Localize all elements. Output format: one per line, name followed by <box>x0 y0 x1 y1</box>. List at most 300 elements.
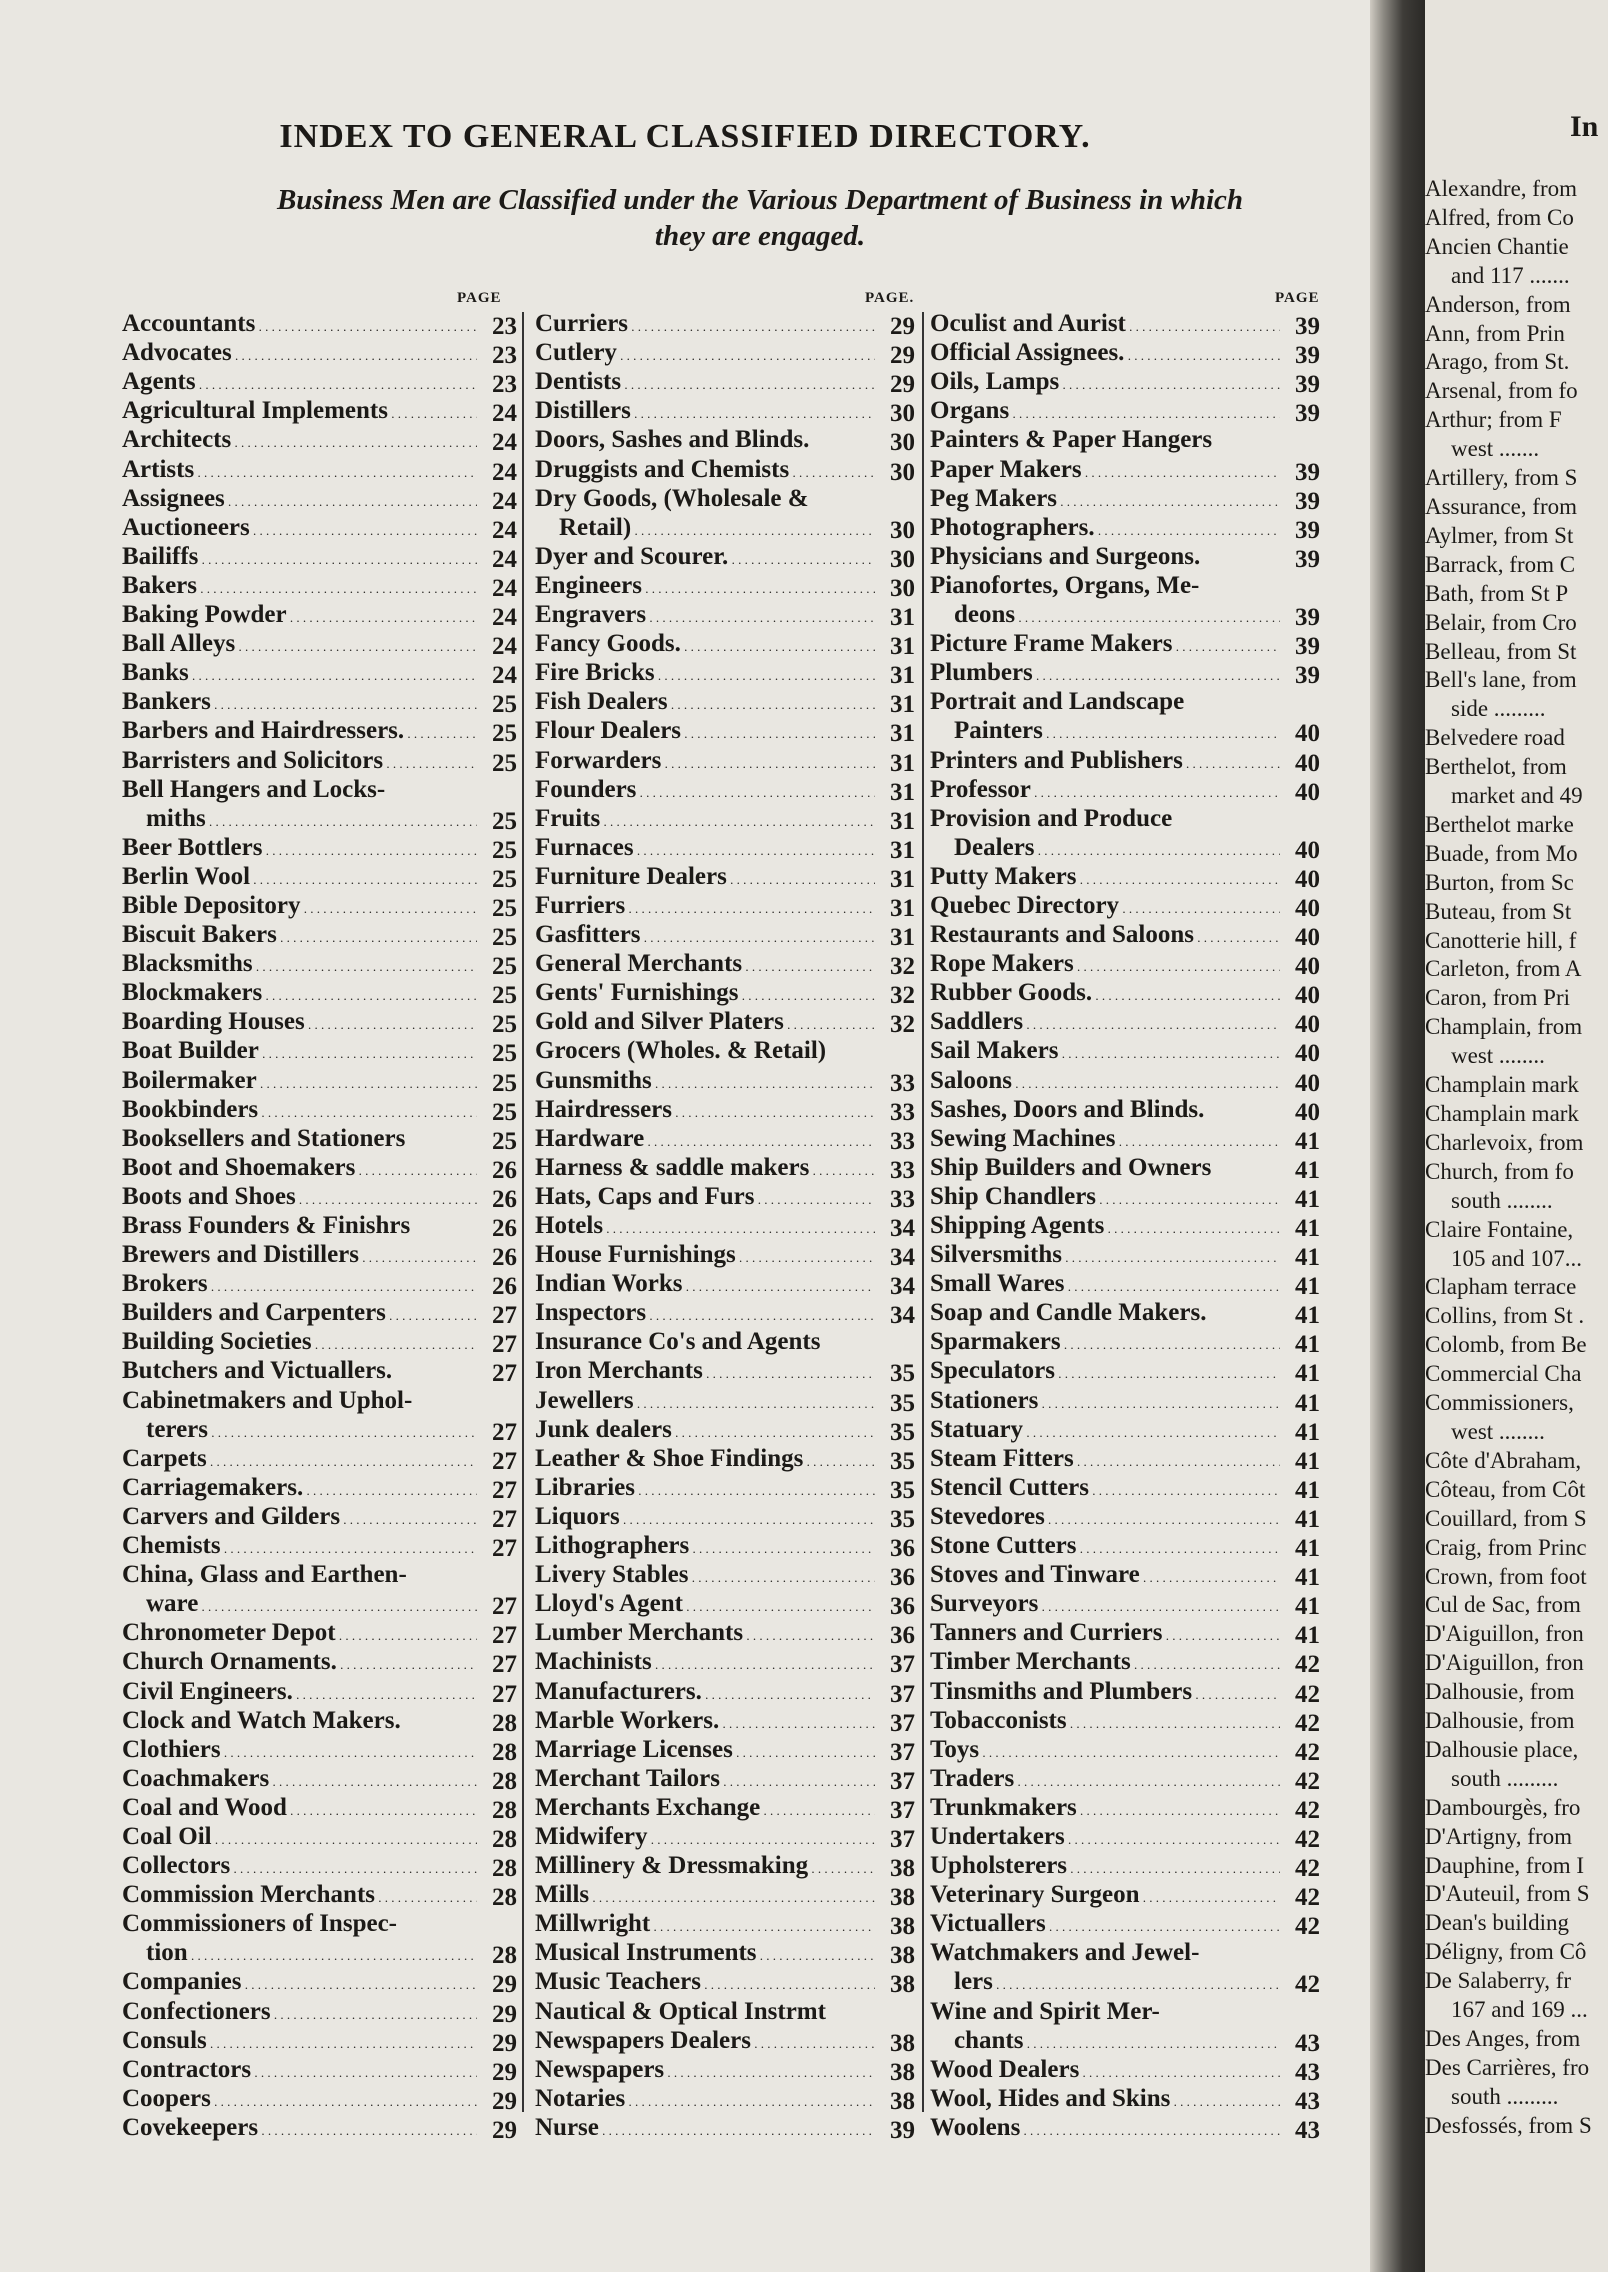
index-entry-name: Forwarders . . . <box>535 746 875 778</box>
index-entry-page: 42 <box>1295 1796 1320 1824</box>
index-entry-page: 27 <box>492 1360 517 1388</box>
street-entry: Commercial Cha <box>1425 1361 1582 1387</box>
index-entry <box>535 1999 915 2028</box>
index-entry-name: Marble Workers. . . . <box>535 1706 875 1738</box>
index-entry-page: 29 <box>492 1971 517 1999</box>
street-entry: Couillard, from S <box>1425 1505 1587 1531</box>
index-entry-page: 27 <box>492 1476 517 1504</box>
index-entry <box>930 1095 1320 1127</box>
street-entry: D'Aiguillon, fron <box>1425 1621 1584 1647</box>
index-entry-name: Auctioneers . . . <box>122 513 477 545</box>
index-entry-name: Toys . . . <box>930 1735 1280 1767</box>
street-entry: side ......... <box>1451 696 1546 722</box>
page-subtitle <box>160 182 1360 254</box>
index-entry-page: 24 <box>492 400 517 428</box>
index-entry <box>930 862 1320 894</box>
index-entry-page: 29 <box>890 371 915 399</box>
index-entry-name: Ship Chandlers . . . <box>930 1182 1280 1214</box>
index-entry <box>122 690 517 719</box>
index-entry-page: 31 <box>890 691 915 719</box>
index-entry-page: 31 <box>890 633 915 661</box>
index-entry-page: 41 <box>1295 1447 1320 1475</box>
index-entry <box>122 1970 517 1999</box>
index-entry-page: 27 <box>492 1418 517 1446</box>
index-entry <box>535 632 915 661</box>
index-entry-page: 33 <box>890 1185 915 1213</box>
index-entry <box>122 1941 517 1970</box>
index-entry <box>535 1854 915 1883</box>
street-entry: De Salaberry, fr <box>1425 1968 1572 1994</box>
index-entry-name: Leather & Shoe Findings . . . <box>535 1444 875 1476</box>
index-entry-page: 25 <box>492 982 517 1010</box>
index-entry-name: Clock and Watch Makers. <box>122 1706 401 1734</box>
index-entry-name: Barbers and Hairdressers. . . . <box>122 716 477 748</box>
index-entry-name: Barristers and Solicitors . . . <box>122 746 477 778</box>
index-entry <box>122 1095 517 1127</box>
index-entry-name: Bookbinders . . . <box>122 1095 477 1127</box>
index-entry <box>122 1301 517 1330</box>
index-entry-name: Banks . . . <box>122 658 477 690</box>
index-entry <box>930 661 1320 690</box>
index-entry <box>122 2084 517 2116</box>
index-entry-page: 38 <box>890 1971 915 1999</box>
index-entry-name: Furniture Dealers . . . <box>535 862 875 894</box>
index-entry-page: 23 <box>492 371 517 399</box>
street-entry: Ancien Chantie <box>1425 233 1569 259</box>
index-entry <box>535 981 915 1010</box>
index-entry <box>930 1214 1320 1243</box>
index-entry-name: Builders and Carpenters . . . <box>122 1298 477 1330</box>
index-entry <box>122 1764 517 1796</box>
street-entry: south ......... <box>1451 2083 1559 2109</box>
index-entry-name: Wood Dealers . . . <box>930 2055 1280 2087</box>
index-entry-page: 42 <box>1295 1884 1320 1912</box>
index-entry-name: Paper Makers . . . <box>930 455 1280 487</box>
index-entry-page: 42 <box>1295 1767 1320 1795</box>
index-entry-name: Bible Depository . . . <box>122 891 477 923</box>
index-entry <box>122 457 517 486</box>
index-entry-name: deons . . . <box>930 600 1280 632</box>
index-entry-page: 43 <box>1295 2116 1320 2144</box>
street-entry: Canotterie hill, f <box>1425 927 1577 953</box>
index-entry-page: 24 <box>492 574 517 602</box>
index-entry-name: Blockmakers . . . <box>122 978 477 1010</box>
index-entry <box>930 1764 1320 1796</box>
index-entry <box>122 1534 517 1563</box>
index-entry-page: 40 <box>1295 1098 1320 1126</box>
index-entry-page: 31 <box>890 720 915 748</box>
street-entry: Charlevoix, from <box>1425 1129 1584 1155</box>
index-entry <box>930 484 1320 516</box>
street-entry: Champlain mark <box>1425 1072 1579 1098</box>
index-entry <box>535 1124 915 1156</box>
index-entry <box>122 1153 517 1185</box>
index-entry <box>535 341 915 370</box>
index-entry-page: 36 <box>890 1564 915 1592</box>
index-entry <box>535 1970 915 1999</box>
index-entry-name: Brass Founders & Finishrs <box>122 1212 411 1239</box>
index-entry-name: Surveyors . . . <box>930 1589 1280 1621</box>
street-entry: Arsenal, from fo <box>1425 378 1578 404</box>
street-index-list <box>1425 175 1592 2141</box>
index-entry-page: 31 <box>890 662 915 690</box>
street-entry: Colomb, from Be <box>1425 1332 1587 1358</box>
column-divider <box>522 312 524 2112</box>
index-entry-page: 29 <box>492 2000 517 2028</box>
index-entry-name: Liquors . . . <box>535 1502 875 1534</box>
index-entry-name: Rope Makers . . . <box>930 949 1280 981</box>
index-entry-name: Bakers . . . <box>122 571 477 603</box>
index-entry <box>122 1679 517 1708</box>
index-entry-page: 40 <box>1295 749 1320 777</box>
street-entry: D'Aiguillon, fron <box>1425 1650 1584 1676</box>
street-entry: Barrack, from C <box>1425 551 1576 577</box>
index-entry-page: 40 <box>1295 894 1320 922</box>
index-entry-name: Engravers . . . <box>535 600 875 632</box>
index-entry-page: 27 <box>492 1447 517 1475</box>
index-entry-page: 39 <box>1295 342 1320 370</box>
index-entry-name: Advocates . . . <box>122 338 477 370</box>
index-entry-name: Artists . . . <box>122 455 477 487</box>
index-entry <box>535 457 915 486</box>
index-entry-name: Tobacconists . . . <box>930 1706 1280 1738</box>
index-entry <box>930 370 1320 399</box>
index-entry-name: Coal Oil . . . <box>122 1822 477 1854</box>
street-entry: Dean's building <box>1425 1910 1570 1936</box>
index-entry-name: Companies . . . <box>122 1967 477 1999</box>
index-entry-page: 35 <box>890 1418 915 1446</box>
index-entry-name: Boilermaker . . . <box>122 1066 477 1098</box>
index-entry-page: 28 <box>492 1738 517 1766</box>
index-entry-name: Curriers . . . <box>535 309 875 341</box>
street-entry: Belvedere road <box>1425 725 1565 751</box>
index-entry-page: 39 <box>890 2116 915 2144</box>
index-entry-page: 27 <box>492 1651 517 1679</box>
index-entry <box>122 1706 517 1738</box>
street-entry: Buade, from Mo <box>1425 840 1578 866</box>
index-entry <box>122 603 517 632</box>
index-entry-name: Saddlers . . . <box>930 1007 1280 1039</box>
street-entry: Belair, from Cro <box>1425 609 1577 635</box>
index-entry <box>930 1415 1320 1447</box>
index-entry <box>930 1621 1320 1650</box>
index-entry-name: Manufacturers. . . . <box>535 1677 875 1709</box>
index-entry <box>535 1153 915 1185</box>
index-entry-name: Speculators . . . <box>930 1356 1280 1388</box>
index-entry-name: Chemists . . . <box>122 1531 477 1563</box>
index-entry-page: 25 <box>492 1127 517 1155</box>
index-entry-page: 37 <box>890 1709 915 1737</box>
index-entry-name: Machinists . . . <box>535 1647 875 1679</box>
index-entry-page: 40 <box>1295 865 1320 893</box>
index-entry-page: 38 <box>890 1942 915 1970</box>
index-entry <box>122 833 517 865</box>
street-entry: 105 and 107... <box>1451 1245 1582 1271</box>
index-entry-name: Painters . . . <box>930 716 1280 748</box>
index-entry-name: Building Societies . . . <box>122 1327 477 1359</box>
index-entry <box>535 513 915 545</box>
street-entry: Crown, from foot <box>1425 1563 1587 1589</box>
index-entry-page: 29 <box>492 2087 517 2115</box>
index-entry <box>122 2113 517 2145</box>
index-entry-page: 27 <box>492 1302 517 1330</box>
index-entry-page: 41 <box>1295 1505 1320 1533</box>
street-entry: Dauphine, from I <box>1425 1852 1585 1878</box>
index-entry-name: Carvers and Gilders . . . <box>122 1502 477 1534</box>
index-entry-name: Oils, Lamps . . . <box>930 367 1280 399</box>
index-entry-name: Commissioners of Inspec- <box>122 1910 397 1938</box>
index-entry-page: 27 <box>492 1331 517 1359</box>
index-entry-name: Gents' Furnishings . . . <box>535 978 875 1010</box>
index-entry <box>122 981 517 1010</box>
index-entry-page: 25 <box>492 924 517 952</box>
index-entry <box>122 862 517 894</box>
index-entry <box>535 2113 915 2145</box>
index-entry-page: 35 <box>890 1505 915 1533</box>
index-entry <box>930 312 1320 341</box>
index-entry-name: Millwright . . . <box>535 1909 875 1941</box>
index-entry-name: Ship Builders and Owners <box>930 1153 1212 1181</box>
index-entry <box>535 1214 915 1243</box>
index-entry-page: 36 <box>890 1622 915 1650</box>
index-entry-name: Painters & Paper Hangers <box>930 426 1213 454</box>
index-entry-name: House Furnishings . . . <box>535 1240 875 1272</box>
index-entry <box>122 1592 517 1621</box>
index-entry <box>535 1563 915 1592</box>
index-entry-page: 34 <box>890 1302 915 1330</box>
street-entry: Collins, from St . <box>1425 1303 1585 1329</box>
index-entry <box>535 952 915 981</box>
index-entry-page: 39 <box>1295 545 1320 573</box>
street-entry: Aylmer, from St <box>1425 522 1574 548</box>
street-entry: south ........ <box>1451 1187 1553 1213</box>
index-entry-page: 39 <box>1295 516 1320 544</box>
index-entry-name: Hardware . . . <box>535 1124 875 1156</box>
index-entry-name: Chronometer Depot . . . <box>122 1618 477 1650</box>
index-entry <box>535 1272 915 1301</box>
index-entry <box>535 2026 915 2058</box>
index-entry <box>122 542 517 574</box>
index-entry-page: 41 <box>1295 1215 1320 1242</box>
street-entry: Alfred, from Co <box>1425 204 1574 230</box>
index-entry-name: Boat Builder . . . <box>122 1036 477 1068</box>
index-entry <box>122 748 517 777</box>
index-entry <box>930 1444 1320 1476</box>
index-entry <box>535 1941 915 1970</box>
index-entry <box>930 1124 1320 1156</box>
street-entry: west ........ <box>1451 1418 1545 1444</box>
index-entry-page: 29 <box>890 342 915 370</box>
index-entry-page: 42 <box>1295 1738 1320 1766</box>
index-entry-page: 42 <box>1295 1709 1320 1737</box>
index-entry-page: 41 <box>1295 1156 1320 1184</box>
index-entry-page: 24 <box>492 458 517 486</box>
index-entry-name: Gunsmiths . . . <box>535 1066 875 1098</box>
index-entry <box>122 399 517 428</box>
index-entry <box>930 632 1320 661</box>
index-entry-name: Bell Hangers and Locks- <box>122 775 386 803</box>
index-entry <box>535 1592 915 1621</box>
index-entry-page: 29 <box>890 313 915 341</box>
index-entry <box>535 1912 915 1941</box>
street-entry: Craig, from Princ <box>1425 1534 1587 1560</box>
index-entry-name: Lumber Merchants . . . <box>535 1618 875 1650</box>
index-entry-name: tion . . . <box>122 1938 477 1970</box>
street-entry: Déligny, from Cô <box>1425 1939 1587 1965</box>
index-entry-page: 41 <box>1295 1360 1320 1388</box>
index-entry <box>930 1243 1320 1272</box>
index-entry-name: Gasfitters . . . <box>535 920 875 952</box>
index-entry-page: 32 <box>890 953 915 981</box>
index-entry-name: Cutlery . . . <box>535 338 875 370</box>
index-entry <box>535 923 915 952</box>
index-entry-name: Doors, Sashes and Blinds. <box>535 426 810 454</box>
index-entry-page: 25 <box>492 749 517 777</box>
index-entry-name: Collectors . . . <box>122 1851 477 1883</box>
index-entry-name: Putty Makers . . . <box>930 862 1280 894</box>
index-entry <box>122 1883 517 1912</box>
index-entry-page: 38 <box>890 2087 915 2115</box>
index-entry <box>535 603 915 632</box>
index-entry <box>930 952 1320 981</box>
index-entry-name: Pianofortes, Organs, Me- <box>930 571 1200 599</box>
index-entry-page: 31 <box>890 924 915 952</box>
index-entry-name: Ball Alleys . . . <box>122 629 477 661</box>
street-entry: Dambourgès, fro <box>1425 1794 1581 1820</box>
index-entry-name: Confectioners . . . <box>122 1997 477 2029</box>
index-entry-name: Plumbers . . . <box>930 658 1280 690</box>
index-entry-page: 38 <box>890 1913 915 1941</box>
index-entry <box>930 1679 1320 1708</box>
index-entry-page: 31 <box>890 865 915 893</box>
index-entry-name: Merchant Tailors . . . <box>535 1764 875 1796</box>
index-entry <box>930 1502 1320 1534</box>
index-entry <box>122 341 517 370</box>
index-entry <box>535 891 915 923</box>
index-entry-name: Accountants . . . <box>122 309 477 341</box>
index-entry-name: Picture Frame Makers . . . <box>930 629 1280 661</box>
index-entry-name: Indian Works . . . <box>535 1269 875 1301</box>
index-entry-name: Woolens . . . <box>930 2113 1280 2145</box>
index-entry <box>122 1124 517 1156</box>
index-entry-name: Clothiers . . . <box>122 1735 477 1767</box>
street-entry: Côte d'Abraham, <box>1425 1447 1582 1473</box>
index-entry-page: 25 <box>492 1040 517 1068</box>
index-entry-name: Newspapers Dealers . . . <box>535 2026 875 2058</box>
index-entry-page: 31 <box>890 894 915 922</box>
index-entry-name: Watchmakers and Jewel- <box>930 1939 1200 1967</box>
index-entry-name: Baking Powder . . . <box>122 600 477 632</box>
index-entry-page: 30 <box>890 516 915 544</box>
index-entry-name: Peg Makers . . . <box>930 484 1280 516</box>
index-entry-name: Silversmiths . . . <box>930 1240 1280 1272</box>
index-entry-name: Brewers and Distillers . . . <box>122 1240 477 1272</box>
index-entry-name: Veterinary Surgeon . . . <box>930 1880 1280 1912</box>
index-entry <box>930 690 1320 719</box>
street-entry: Desfossés, from S <box>1425 2112 1592 2138</box>
index-entry <box>930 981 1320 1010</box>
index-entry-name: Cabinetmakers and Uphol- <box>122 1386 413 1414</box>
index-entry <box>122 1415 517 1447</box>
index-entry <box>122 1650 517 1679</box>
index-entry-page: 24 <box>492 604 517 632</box>
street-entry: Cul de Sac, from <box>1425 1592 1581 1618</box>
index-entry-page: 36 <box>890 1593 915 1621</box>
index-entry <box>930 804 1320 836</box>
index-entry-name: General Merchants . . . <box>535 949 875 981</box>
index-entry-name: Agents . . . <box>122 367 477 399</box>
index-entry-page: 30 <box>890 545 915 573</box>
index-entry-page: 28 <box>492 1942 517 1970</box>
index-entry-name: Fruits . . . <box>535 804 875 836</box>
index-entry-page: 26 <box>492 1185 517 1213</box>
index-entry-name: lers . . . <box>930 1967 1280 1999</box>
page-title: INDEX TO GENERAL CLASSIFIED DIRECTORY. <box>279 118 1091 155</box>
index-entry-name: Mills . . . <box>535 1880 875 1912</box>
index-entry-name: Bankers . . . <box>122 687 477 719</box>
index-entry-name: Jewellers . . . <box>535 1386 875 1418</box>
index-entry <box>535 775 915 807</box>
index-entry <box>122 571 517 603</box>
column-divider <box>922 312 924 2112</box>
index-entry-name: Physicians and Surgeons. <box>930 542 1201 570</box>
index-entry-name: Coal and Wood . . . <box>122 1793 477 1825</box>
index-entry-name: Steam Fitters . . . <box>930 1444 1280 1476</box>
index-entry <box>535 428 915 457</box>
index-entry <box>535 2084 915 2116</box>
index-entry <box>122 775 517 807</box>
street-entry: D'Artigny, from <box>1425 1823 1573 1849</box>
street-entry: Dalhousie place, <box>1425 1736 1579 1762</box>
index-entry-name: Distillers . . . <box>535 396 875 428</box>
index-entry-page: 24 <box>492 633 517 661</box>
street-entry: and 117 ....... <box>1451 262 1570 288</box>
index-list-b <box>535 312 915 2145</box>
index-entry <box>930 1854 1320 1883</box>
index-entry-name: Retail) . . . <box>535 513 875 545</box>
index-entry <box>930 542 1320 574</box>
index-entry <box>122 1214 517 1243</box>
index-list-a <box>122 312 517 2145</box>
index-entry <box>930 1153 1320 1185</box>
index-entry-name: Wool, Hides and Skins . . . <box>930 2084 1280 2116</box>
index-entry-name: Agricultural Implements . . . <box>122 396 477 428</box>
index-entry-page: 43 <box>1295 2029 1320 2057</box>
index-entry <box>930 1822 1320 1854</box>
street-entry: Arago, from St. <box>1425 349 1570 375</box>
index-entry <box>930 1706 1320 1738</box>
index-entry-page: 24 <box>492 516 517 544</box>
index-entry-name: Provision and Produce <box>930 804 1173 832</box>
index-entry <box>535 1182 915 1214</box>
index-entry <box>535 1764 915 1796</box>
index-entry-page: 33 <box>890 1127 915 1155</box>
index-entry-name: Consuls . . . <box>122 2026 477 2058</box>
index-entry-page: 30 <box>890 458 915 486</box>
index-entry <box>930 1592 1320 1621</box>
index-entry-name: Dentists . . . <box>535 367 875 399</box>
street-entry: Dalhousie, from <box>1425 1708 1575 1734</box>
index-entry-page: 40 <box>1295 720 1320 748</box>
index-entry-page: 42 <box>1295 1651 1320 1679</box>
street-entry: Dalhousie, from <box>1425 1679 1575 1705</box>
index-entry <box>122 1502 517 1534</box>
right-page <box>1425 0 1608 2272</box>
street-entry: Assurance, from <box>1425 493 1578 519</box>
street-entry: market and 49 <box>1451 783 1583 809</box>
index-entry-page: 28 <box>492 1796 517 1824</box>
index-entry <box>122 804 517 836</box>
